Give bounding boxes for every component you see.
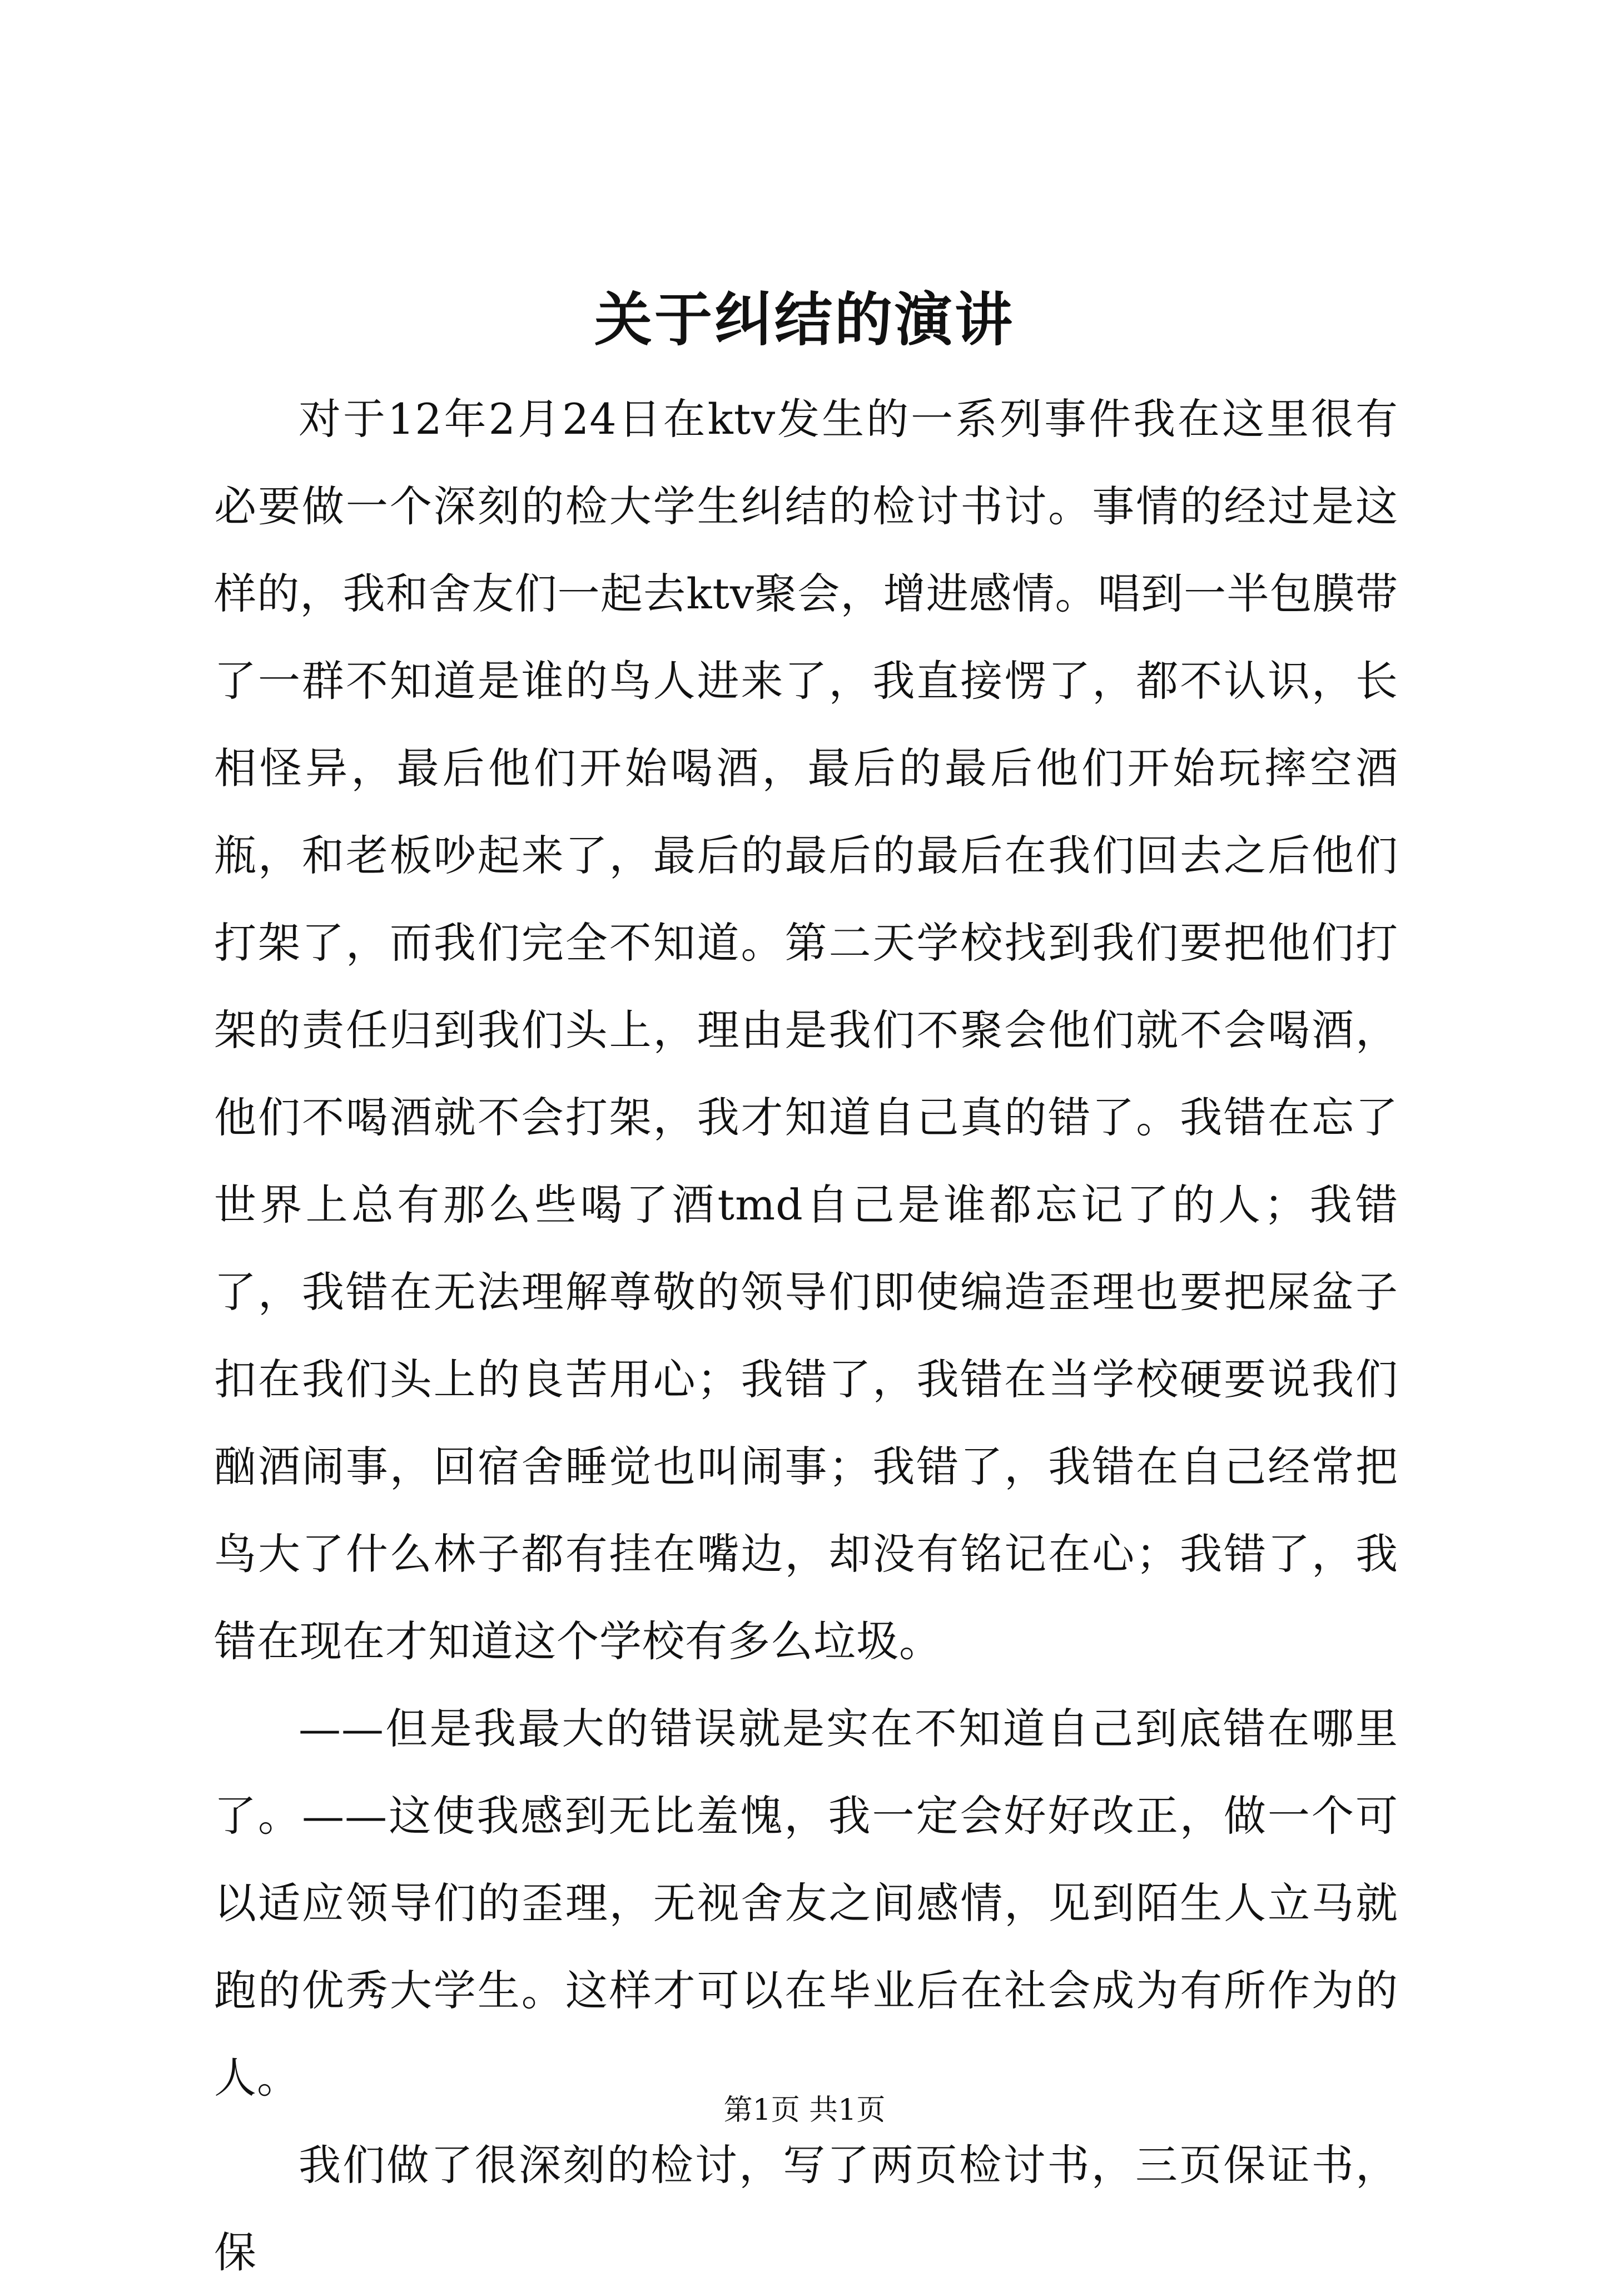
document-body [214,375,1398,2296]
page-number-footer: 第1页 共1页 [723,2094,886,2127]
paragraph: 对于12年2月24日在ktv发生的一系列事件我在这里很有必要做一个深刻的检大学生纠结的检讨书讨。事情的经过是这样的，我和舍友们一起去ktv聚会，增进感情。唱到一半包膜带了一群不知道是谁的鸟人进来了，我直接愣了，都不认识，长相怪异，最后他们开始喝酒，最后的最后他们开始玩摔空酒瓶，和老板吵起来了，最后的最后的最后在我们回去之后他们打架了，而我们完全不知道。第二天学校找到我们要把他们打架的责任归到我们头上，理由是我们不聚会他们就不会喝酒，他们不喝酒就不会打架，我才知道自己真的错了。我错在忘了世界上总有那么些喝了酒tmd自己是谁都忘记了的人；我错了，我错在无法理解尊敬的领导们即使编造歪理也要把屎盆子扣在我们头上的良苦用心；我错了，我错在当学校硬要说我们酗酒闹事，回宿舍睡觉也叫闹事；我错了，我错在自己经常把鸟大了什么林子都有挂在嘴边，却没有铭记在心；我错了，我错在现在才知道这个学校有多么垃圾。 [214,394,1398,1666]
document-title: 关于纠结的演讲 [594,285,1015,354]
paragraph: 我们做了很深刻的检讨，写了两页检讨书，三页保证书，保 [214,2140,1398,2277]
paragraph: ——但是我最大的错误就是实在不知道自己到底错在哪里了。——这使我感到无比羞愧，我一定会好好改正，做一个可以适应领导们的歪理，无视舍友之间感情，见到陌生人立马就跑的优秀大学生。这样才可以在毕业后在社会成为有所作为的人。 [214,1704,1398,2102]
